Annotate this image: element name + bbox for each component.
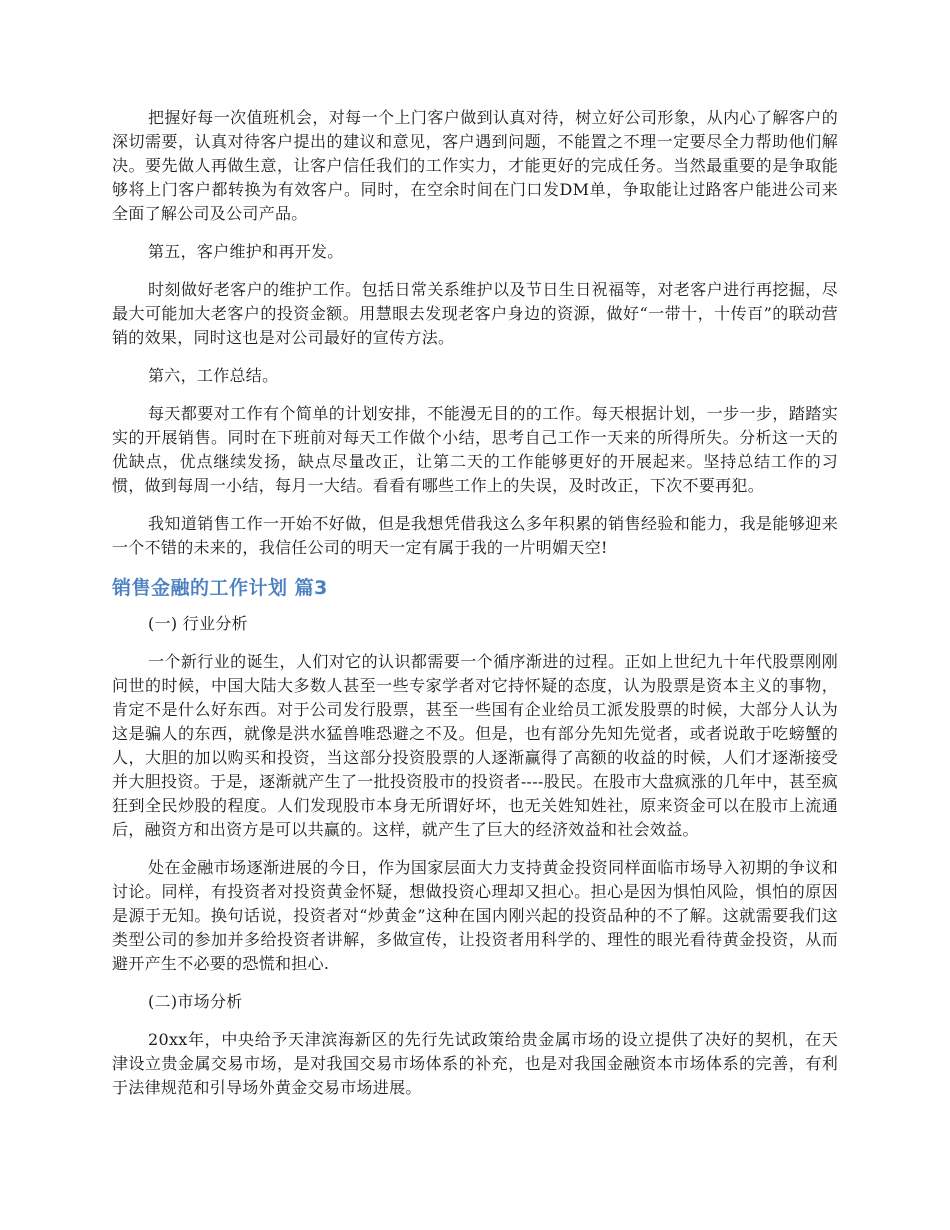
paragraph-gold-market: 处在金融市场逐渐进展的今日，作为国家层面大力支持黄金投资同样面临市场导入初期的争议和讨论。同样，有投资者对投资黄金怀疑，想做投资心理却又担心。担心是因为惧怕风险，惧怕的原因是源于无知。换句话说，投资者对“炒黄金”这种在国内刚兴起的投资品种的不了解。这就需要我们这类型公司的参加并多给投资者讲解，多做宣传，让投资者用科学的、理性的眼光看待黄金投资，从而避开产生不必要的恐慌和担心. (112, 858, 838, 973)
paragraph-work-summary: 每天都要对工作有个简单的计划安排，不能漫无目的的工作。每天根据计划，一步一步，踏踏实实的开展销售。同时在下班前对每天工作做个小结，思考自己工作一天来的所得所失。分析这一天的优缺点，优点继续发扬，缺点尽量改正，让第二天的工作能够更好的开展起来。坚持总结工作的习惯，做到每周一小结，每月一大结。看看有哪些工作上的失误，及时改正，下次不要再犯。 (112, 404, 838, 495)
subheading-market-analysis: (二)市场分析 (148, 992, 243, 1011)
paragraph-service: 把握好每一次值班机会，对每一个上门客户做到认真对待，树立好公司形象，从内心了解客户的深切需要，认真对待客户提出的建议和意见，客户遇到问题，不能置之不理一定要尽全力帮助他们解决。要先做人再做生意，让客户信任我们的工作实力，才能更好的完成任务。当然最重要的是争取能够将上门客户都转换为有效客户。同时，在空余时间在门口发DM单，争取能让过路客户能进公司来全面了解公司及公司产品。 (112, 108, 838, 223)
subheading-industry-analysis: (一) 行业分析 (148, 614, 248, 633)
paragraph-industry-history: 一个新行业的诞生，人们对它的认识都需要一个循序渐进的过程。正如上世纪九十年代股票刚刚问世的时候，中国大陆大多数人甚至一些专家学者对它持怀疑的态度，认为股票是资本主义的事物，肯定不是什么好东西。对于公司发行股票，甚至一些国有企业给员工派发股票的时候，大部分人认为这是骗人的东西，就像是洪水猛兽唯恐避之不及。但是，也有部分先知先觉者，或者说敢于吃螃蟹的人，大胆的加以购买和投资，当这部分投资股票的人逐渐赢得了高额的收益的时候，人们才逐渐接受并大胆投资。于是，逐渐就产生了一批投资股市的投资者----股民。在股市大盘疯涨的几年中，甚至疯狂到全民炒股的程度。人们发现股市本身无所谓好坏，也无关姓知姓社，原来资金可以在股市上流通后，融资方和出资方是可以共赢的。这样，就产生了巨大的经济效益和社会效益。 (112, 652, 838, 839)
paragraph-tianjin-policy: 20xx年，中央给予天津滨海新区的先行先试政策给贵金属市场的设立提供了决好的契机，在天津设立贵金属交易市场，是对我国交易市场体系的补充，也是对我国金融资本市场体系的完善，有利于法律规范和引导场外黄金交易市场进展。 (112, 1030, 838, 1097)
paragraph-point-five: 第五，客户维护和再开发。 (148, 242, 344, 261)
paragraph-point-six: 第六，工作总结。 (148, 366, 279, 385)
paragraph-customer-maintenance: 时刻做好老客户的维护工作。包括日常关系维护以及节日生日祝福等，对老客户进行再挖掘，尽最大可能加大老客户的投资金额。用慧眼去发现老客户身边的资源，做好“一带十，十传百”的联动营销的效果，同时这也是对公司最好的宣传方法。 (112, 280, 838, 347)
document-page (112, 106, 838, 1114)
paragraph-closing: 我知道销售工作一开始不好做，但是我想凭借我这么多年积累的销售经验和能力，我是能够迎来一个不错的未来的，我信任公司的明天一定有属于我的一片明媚天空! (112, 514, 838, 557)
section-heading: 销售金融的工作计划 篇3 (112, 577, 328, 599)
